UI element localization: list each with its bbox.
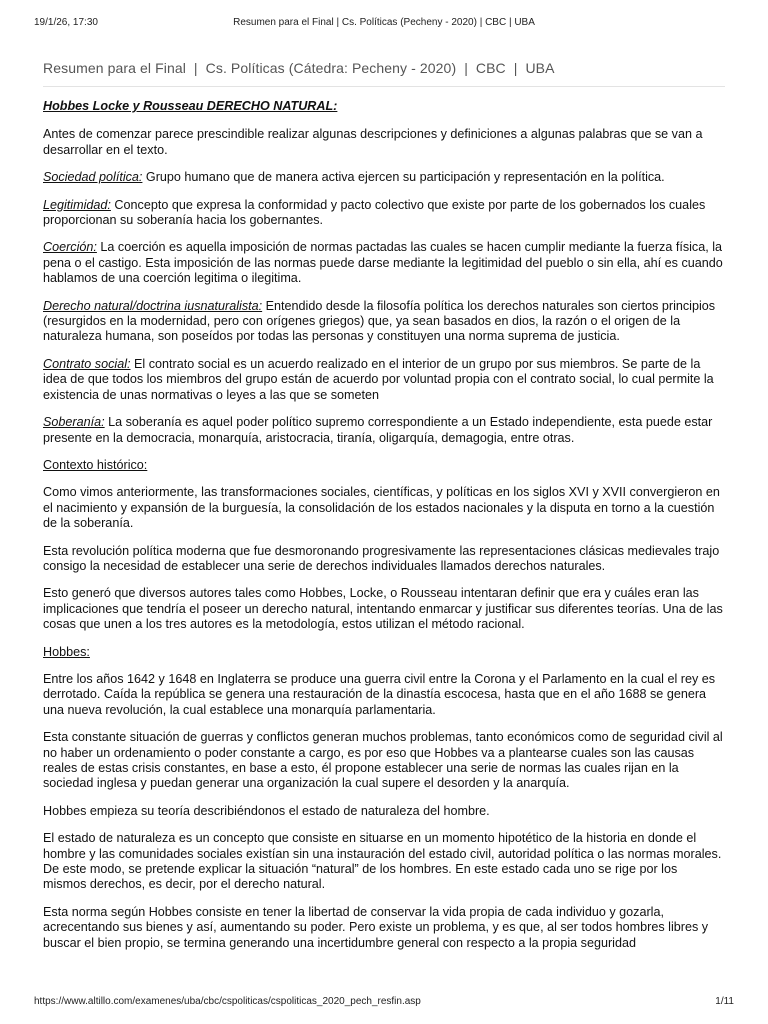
context-paragraph: Como vimos anteriormente, las transformaciones sociales, científicas, y políticas en los siglos XVI y XVII convergieron en el nacimiento y expansión de la burguesía, la consolidación de los estados nacionales y la disputa en torno a la cuestión de la soberanía. [43, 485, 720, 531]
context-heading: Contexto histórico: [43, 457, 148, 472]
definition-term: Soberanía: [43, 415, 105, 430]
site-header: Resumen para el Final | Cs. Políticas (Cátedra: Pecheny - 2020) | CBC | UBA [43, 60, 725, 87]
print-footer [34, 996, 734, 1010]
definition-coercion [43, 240, 724, 286]
definition-term: Derecho natural/doctrina iusnaturalista: [43, 298, 263, 313]
definition-legitimidad [43, 198, 724, 229]
hobbes-paragraph: Hobbes empieza su teoría describiéndonos el estado de naturaleza del hombre. [43, 803, 490, 818]
definition-term: Contrato social: [43, 356, 131, 371]
definition-contrato-social [43, 357, 724, 403]
definition-text: La coerción es aquella imposición de normas pactadas las cuales se hacen cumplir mediante la fuerza física, la pena o el castigo. Esta imposición de las normas puede darse mediante la legitimidad del pueblo o sin ella, ahí es cuando hablamos de una coerción legitima o ilegitima. [43, 240, 723, 286]
context-paragraph: Esto generó que diversos autores tales como Hobbes, Locke, o Rousseau intentaran definir que era y cuáles eran las implicaciones que tendría el poseer un derecho natural, intentando enmarcar y justificar sus diferentes teorías. Una de las cosas que unen a los tres autores es la metodología, estos utilizan el método racional. [43, 586, 723, 632]
definition-text: Concepto que expresa la conformidad y pacto colectivo que existe por parte de los gobernados los cuales proporcionan su soberanía hacia los gobernantes. [43, 197, 706, 228]
hobbes-heading: Hobbes: [43, 644, 90, 659]
hobbes-paragraph: Esta norma según Hobbes consiste en tener la libertad de conservar la vida propia de cada individuo y gozarla, acrecentando sus bienes y así, aumentando su poder. Pero existe un problema, y es que, al ser todos hombres libres y buscar el bien propio, se termina generando una incertidumbre general con respecto a la propia seguridad [43, 904, 709, 950]
hobbes-paragraph: Entre los años 1642 y 1648 en Inglaterra se produce una guerra civil entre la Corona y el Parlamento en la cual el rey es derrotado. Caída la república se genera una restauración de la dinastía escocesa, hasta que en el año 1688 se genera una nueva revolución, la cual establece una monarquía parlamentaria. [43, 671, 716, 717]
definition-text: El contrato social es un acuerdo realizado en el interior de un grupo por sus miembros. Se parte de la idea de que todos los miembros del grupo están de acuerdo por voluntad propia con el contrato social, lo cual permite la existencia de unas normativas o leyes a las que se someten [43, 356, 714, 402]
document-body [43, 99, 724, 963]
definition-text: Entendido desde la filosofía política los derechos naturales son ciertos principios (resurgidos en la modernidad, pero con orígenes griegos) que, ya sean basados en dios, la razón o el origen de la naturaleza humana, son poseídos por todas las personas y constituyen una norma suprema de justicia. [43, 298, 716, 344]
print-page-number: 1/11 [715, 996, 734, 1007]
hobbes-paragraph: El estado de naturaleza es un concepto que consiste en situarse en un momento hipotético de la historia en donde el hombre y las comunidades sociales existían sin una instauración del estado civil, autoridad política o las normas morales. De este modo, se pretende explicar la situación “natural” de los hombres. En este estado cada uno se rige por los mismos derechos, es decir, por el derecho natural. [43, 831, 722, 892]
print-datetime: 19/1/26, 17:30 [34, 17, 98, 28]
intro-paragraph: Antes de comenzar parece prescindible realizar algunas descripciones y definiciones a algunas palabras que se van a desarrollar en el texto. [43, 127, 703, 157]
print-header [34, 17, 734, 31]
context-paragraph: Esta revolución política moderna que fue desmoronando progresivamente las representaciones clásicas medievales trajo consigo la necesidad de establecer una serie de derechos individuales llamados derechos naturales. [43, 543, 720, 573]
definition-term: Sociedad política: [43, 170, 143, 185]
definition-text: La soberanía es aquel poder político supremo correspondiente a un Estado independiente, esta puede estar presente en la democracia, monarquía, aristocracia, tiranía, oligarquía, demagogia, entre otras. [43, 415, 713, 445]
definition-soberania [43, 415, 724, 446]
definition-term: Coerción: [43, 240, 97, 255]
hobbes-paragraph: Esta constante situación de guerras y conflictos generan muchos problemas, tanto económicos como de seguridad civil al no haber un ordenamiento o poder constante a cargo, es por eso que Hobbes va a plantearse cuales son las causas reales de estas crisis constantes, en base a esto, él propone establecer una serie de normas las cuales rijan en la sociedad inglesa y puedan generar una organización la cual supere el desorden y la anarquía. [43, 730, 723, 791]
definition-term: Legitimidad: [43, 197, 111, 212]
print-page-title: Resumen para el Final | Cs. Políticas (Pecheny - 2020) | CBC | UBA [233, 17, 535, 28]
definition-sociedad-politica [43, 170, 724, 185]
definition-derecho-natural [43, 299, 724, 345]
print-url: https://www.altillo.com/examenes/uba/cbc/cspoliticas/cspoliticas_2020_pech_resfin.asp [34, 996, 421, 1007]
definition-text: Grupo humano que de manera activa ejercen su participación y representación en la política. [142, 170, 665, 185]
document-title: Hobbes Locke y Rousseau DERECHO NATURAL: [43, 99, 338, 113]
